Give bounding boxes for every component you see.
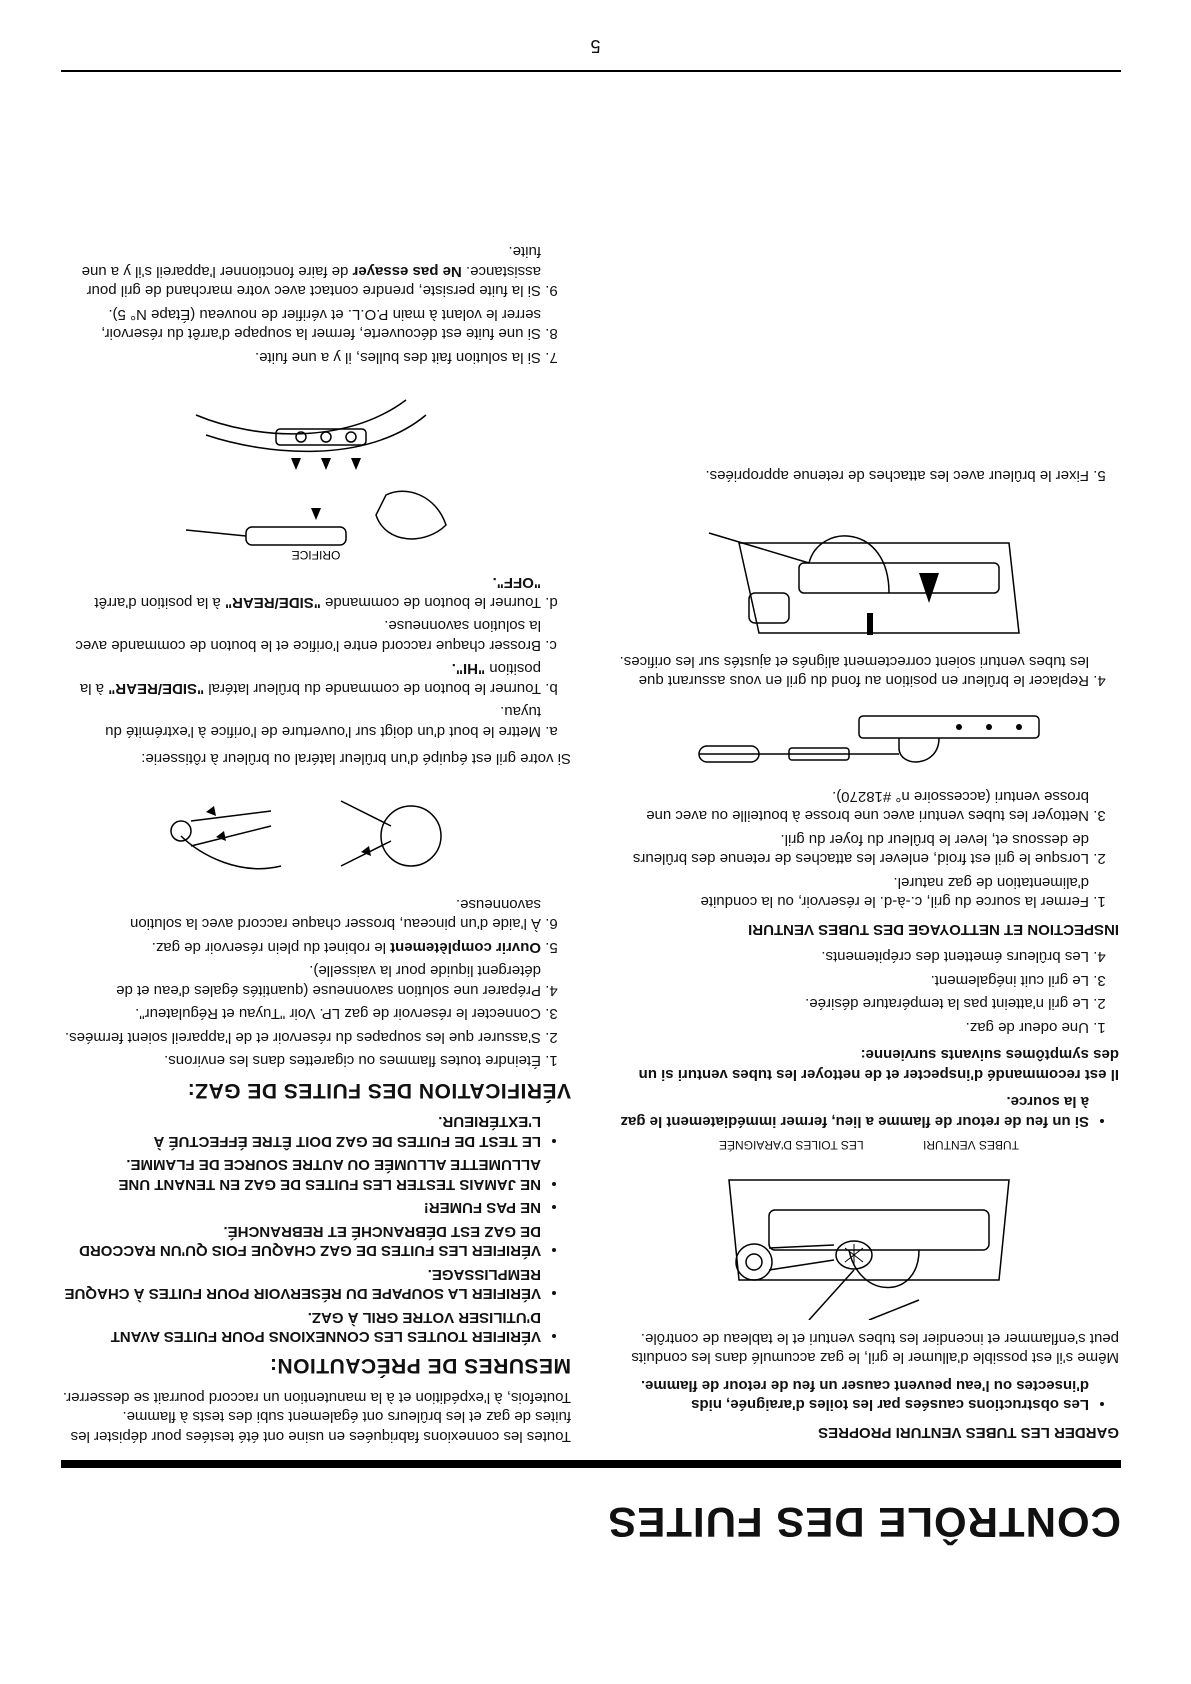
precaution-item: • LE TEST DE FUITES DE GAZ DOIT ÊTRE ÉFFECTUÉ À L'EXTÉRIEUR. <box>61 1112 541 1151</box>
side-b-text: Tourner le bouton de commande du brûleur latéral <box>204 679 541 697</box>
inspection-step-list-continued <box>619 651 1119 690</box>
verification-heading: VÉRIFICATION DES FUITES DE GAZ: <box>187 1078 571 1102</box>
side-burner-intro: Si votre gril est équipé d'un brûleur latéral ou brûleur à rôtisserie: <box>141 750 571 768</box>
side-b-text2: à la position <box>79 660 541 697</box>
side-d-bold: "SIDE/REAR" <box>224 593 321 611</box>
precaution-item: • VÉRIFIER LA SOUPAPE DU RÉSERVOIR POUR FUITES À CHAQUE REMPLISSAGE. <box>61 1264 541 1303</box>
side-burner-step: a. Mettre le bout d'un doigt sur l'ouverture de l'orifice à l'extrémité du tuyau. <box>61 702 541 741</box>
inspection-step: 3. Nettoyer les tubes venturi avec une brosse à bouteille ou avec une brosse venturi (accessoire n° #18270). <box>619 786 1089 825</box>
side-b-bold2: "HI". <box>451 660 486 678</box>
fire-bullet-list <box>619 1092 1119 1131</box>
side-b-bold: "SIDE/REAR" <box>108 679 205 697</box>
venturi-figure-labels <box>719 1137 1019 1153</box>
brush-fittings-figure <box>151 776 481 886</box>
precaution-heading: MESURES DE PRÉCAUTION: <box>269 1354 571 1378</box>
inspection-step: 4. Replacer le brûleur en position au fond du gril en vous assurant que les tubes venturi soient correctement alignés et ajustés sur les orifices. <box>619 651 1089 690</box>
verification-step: 6. À l'aide d'un pinceau, brosser chaque raccord avec la solution savonneuse. <box>61 894 541 933</box>
precaution-list <box>61 1112 571 1347</box>
step5-bold: Ouvrir complètement <box>390 938 541 956</box>
verification-step: 8. Si une fuite est découverte, fermer la soupape d'arrêt du réservoir, serrer le volant à main P.O.L. et vérifier de nouveau (Étape N° 5). <box>61 304 541 343</box>
recommend-paragraph: Il est recommandé d'inspecter et de nettoyer les tubes venturi si un des symptômes suivants survienne: <box>638 1046 1119 1083</box>
inspection-step-list-final <box>619 466 1119 486</box>
side-burner-list <box>61 573 571 741</box>
inspection-heading: INSPECTION ET NETTOYAGE DES TUBES VENTURI <box>748 920 1119 938</box>
verification-step: 4. Préparer une solution savonneuse (quantités égales d'eau et de détergent liquide pour la vaisselle). <box>61 961 541 1000</box>
symptom-item: 2. Le gril n'atteint pas la température désirée. <box>619 994 1089 1014</box>
verification-step: 1. Éteindre toutes flammes ou cigarettes dans les environs. <box>61 1051 541 1071</box>
step9-text: Si la fuite persiste, prendre contact avec votre marchand de gril pour assistance. <box>86 262 541 300</box>
venturi-spider-web-figure <box>699 1161 1039 1321</box>
right-column <box>61 234 571 1446</box>
side-burner-step: c. Brosser chaque raccord entre l'orifice et le bouton de commande avec la solution savonneuse. <box>61 616 541 655</box>
inspection-step-list <box>619 786 1119 911</box>
venturi-bullet: • Les obstructions causées par les toiles d'araignée, nids d'insectes ou l'eau peuvent causer un feu de retour de flamme. <box>619 1376 1089 1415</box>
verification-step: 7. Si la solution fait des bulles, il y a une fuite. <box>61 347 541 367</box>
label-toiles-araignee: LES TOILES D'ARAIGNÉE <box>719 1138 864 1153</box>
title-rule <box>61 1460 1121 1468</box>
precaution-item: • VÉRIFIER TOUTES LES CONNEXIONS POUR FUITES AVANT D'UTILISER VOTRE GRIL À GAZ. <box>61 1307 541 1346</box>
inspection-step: 1. Fermer la source du gril, c.-à-d. le réservoir, ou la conduite d'alimentation de gaz naturel. <box>619 872 1089 911</box>
intro-paragraph: Toutes les connexions fabriquées en usine ont été testées pour dépister les fuites de gaz et les brûleurs ont également subi des tests à flamme. Toutefois, à l'expédition et à la manutention un raccord pourrait se desserrer. <box>62 1389 571 1445</box>
precaution-item: • VÉRIFIER LES FUITES DE GAZ CHAQUE FOIS QU'UN RACCORD DE GAZ EST DÉBRANCHÉ ET REBRANCHÉ. <box>61 1221 541 1260</box>
side-burner-step <box>61 573 541 612</box>
precaution-item: • NE PAS FUMER! <box>61 1198 541 1218</box>
inspection-step: 2. Lorsque le gril est froid, enlever les attaches de retenue des brûleurs de dessous et, lever le brûleur du foyer du gril. <box>619 829 1089 868</box>
verification-step <box>61 242 541 301</box>
symptom-item: 4. Les brûleurs émettent des crépitements. <box>619 947 1089 967</box>
page-title: CONTRÔLE DES FUITES <box>607 1499 1121 1546</box>
venturi-bullet-list <box>619 1376 1119 1415</box>
side-d-text: Tourner le bouton de commande <box>320 593 541 611</box>
label-tubes-venturi: TUBES VENTURI <box>922 1138 1019 1153</box>
orifice-finger-figure <box>166 375 466 565</box>
side-d-bold2: "OFF". <box>492 574 541 592</box>
page-number: 5 <box>590 36 601 56</box>
symptom-item: 3. Le gril cuit inégalement. <box>619 970 1089 990</box>
verification-step: 2. S'assurer que les soupapes du réservoir et de l'appareil soient fermées. <box>61 1027 541 1047</box>
symptom-list <box>619 947 1119 1037</box>
venturi-brush-figure <box>689 698 1049 778</box>
fire-bullet: • Si un feu de retour de flamme a lieu, fermer immédiatement le gaz à la source. <box>619 1092 1089 1131</box>
venturi-paragraph: Même s'il est possible d'allumer le gril, le gaz accumulé dans les conduits peut s'enflammer et incendier les tubes venturi et le tableau de contrôle. <box>631 1330 1119 1367</box>
verification-step <box>61 937 541 957</box>
step5-rest: le robinet du plein réservoir de gaz. <box>151 938 391 956</box>
symptom-item: 1. Une odeur de gaz. <box>619 1017 1089 1037</box>
burner-replacement-figure <box>699 493 1039 643</box>
side-burner-step <box>61 659 541 698</box>
step9-bold: Ne pas essayer <box>352 262 462 280</box>
footer-rule <box>61 70 1121 72</box>
precaution-item: • NE JAMAIS TESTER LES FUITES DE GAZ EN TENANT UNE ALLUMETTE ALLUMÉE OU AUTRE SOURCE DE FLAMME. <box>61 1155 541 1194</box>
orifice-label: ORIFICE <box>291 547 341 562</box>
verification-step: 3. Connecter le réservoir de gaz LP. Voir "Tuyau et Régulateur". <box>61 1004 541 1024</box>
step9-text2: de faire fonctionner l'appareil s'il y a une fuite. <box>81 243 541 280</box>
side-d-text2: à la position d'arrêt <box>94 593 225 611</box>
left-column <box>619 458 1119 1446</box>
venturi-heading: GARDER LES TUBES VENTURI PROPRES <box>818 1424 1119 1441</box>
inspection-step: 5. Fixer le brûleur avec les attaches de retenue appropriées. <box>619 466 1089 486</box>
verification-step-list-continued <box>61 242 571 367</box>
verification-step-list <box>61 894 571 1070</box>
